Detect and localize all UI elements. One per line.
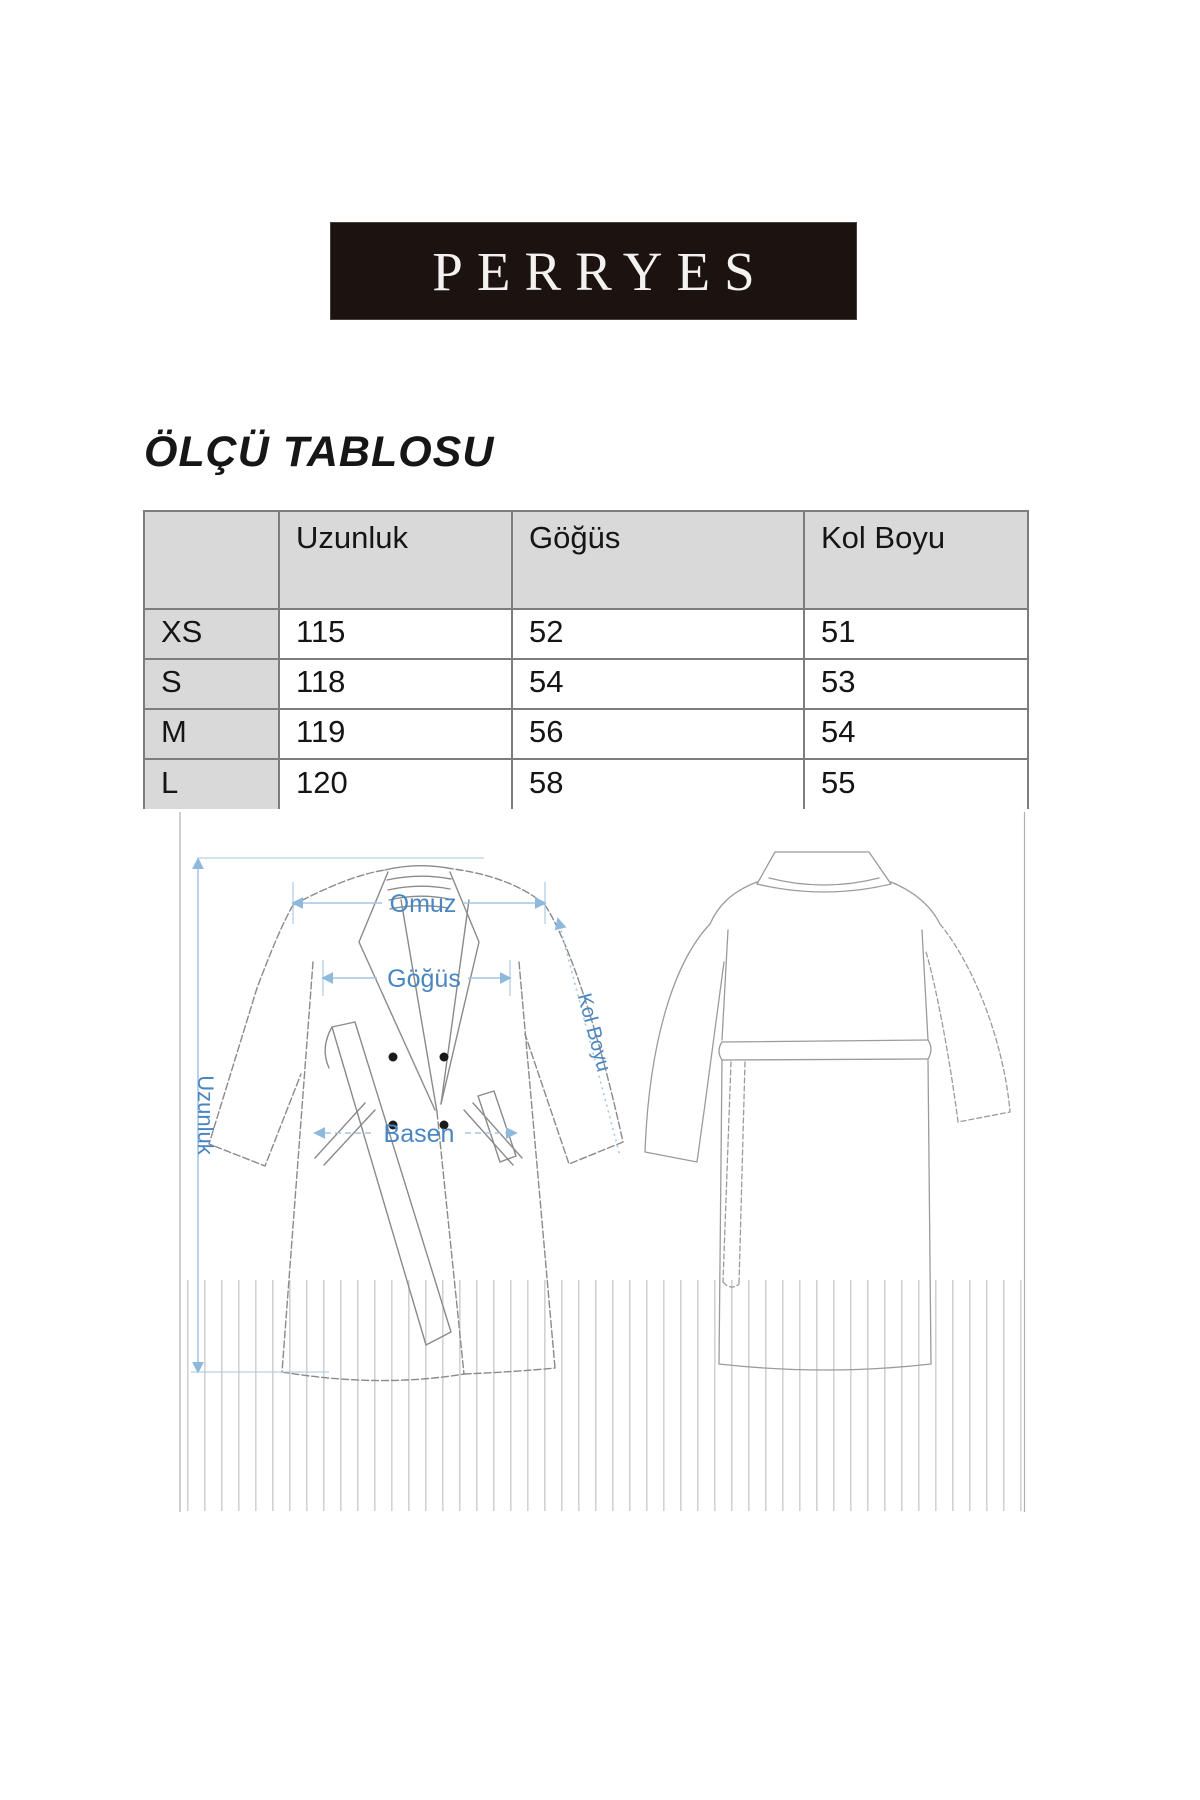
size-label: S <box>144 659 279 709</box>
kol-boyu-value: 55 <box>804 759 1028 809</box>
uzunluk-label: Uzunluk <box>193 1075 218 1155</box>
omuz-label: Omuz <box>389 890 457 918</box>
header-cell-kol-boyu: Kol Boyu <box>804 511 1028 609</box>
size-label: XS <box>144 609 279 659</box>
kol-boyu-value: 51 <box>804 609 1028 659</box>
brand-banner <box>330 222 857 320</box>
size-table-header-row <box>144 511 1028 609</box>
brand-logo-text: PERRYES <box>432 240 769 302</box>
uzunluk-value: 119 <box>279 709 512 759</box>
stripe-texture <box>181 1280 1024 1511</box>
header-cell-size <box>144 511 279 609</box>
gogus-value: 58 <box>512 759 804 809</box>
gogus-value: 56 <box>512 709 804 759</box>
basen-label: Basen <box>383 1120 455 1148</box>
measurement-diagram <box>179 812 1026 1512</box>
size-label: M <box>144 709 279 759</box>
coat-technical-drawing <box>179 812 1026 1512</box>
kol-boyu-value: 53 <box>804 659 1028 709</box>
header-cell-uzunluk: Uzunluk <box>279 511 512 609</box>
size-label: L <box>144 759 279 809</box>
uzunluk-value: 118 <box>279 659 512 709</box>
header-cell-gogus: Göğüs <box>512 511 804 609</box>
table-row <box>144 609 1028 659</box>
page-title: ÖLÇÜ TABLOSU <box>144 428 495 476</box>
coat-buttons <box>389 1053 449 1130</box>
dimension-labels <box>193 890 615 1156</box>
gogus-value: 52 <box>512 609 804 659</box>
size-table <box>143 510 1029 809</box>
uzunluk-value: 115 <box>279 609 512 659</box>
table-row <box>144 659 1028 709</box>
kol-boyu-label: Kol Boyu <box>572 990 615 1074</box>
gogus-value: 54 <box>512 659 804 709</box>
table-row <box>144 759 1028 809</box>
gogus-label: Göğüs <box>387 965 461 993</box>
table-row <box>144 709 1028 759</box>
kol-boyu-value: 54 <box>804 709 1028 759</box>
uzunluk-value: 120 <box>279 759 512 809</box>
